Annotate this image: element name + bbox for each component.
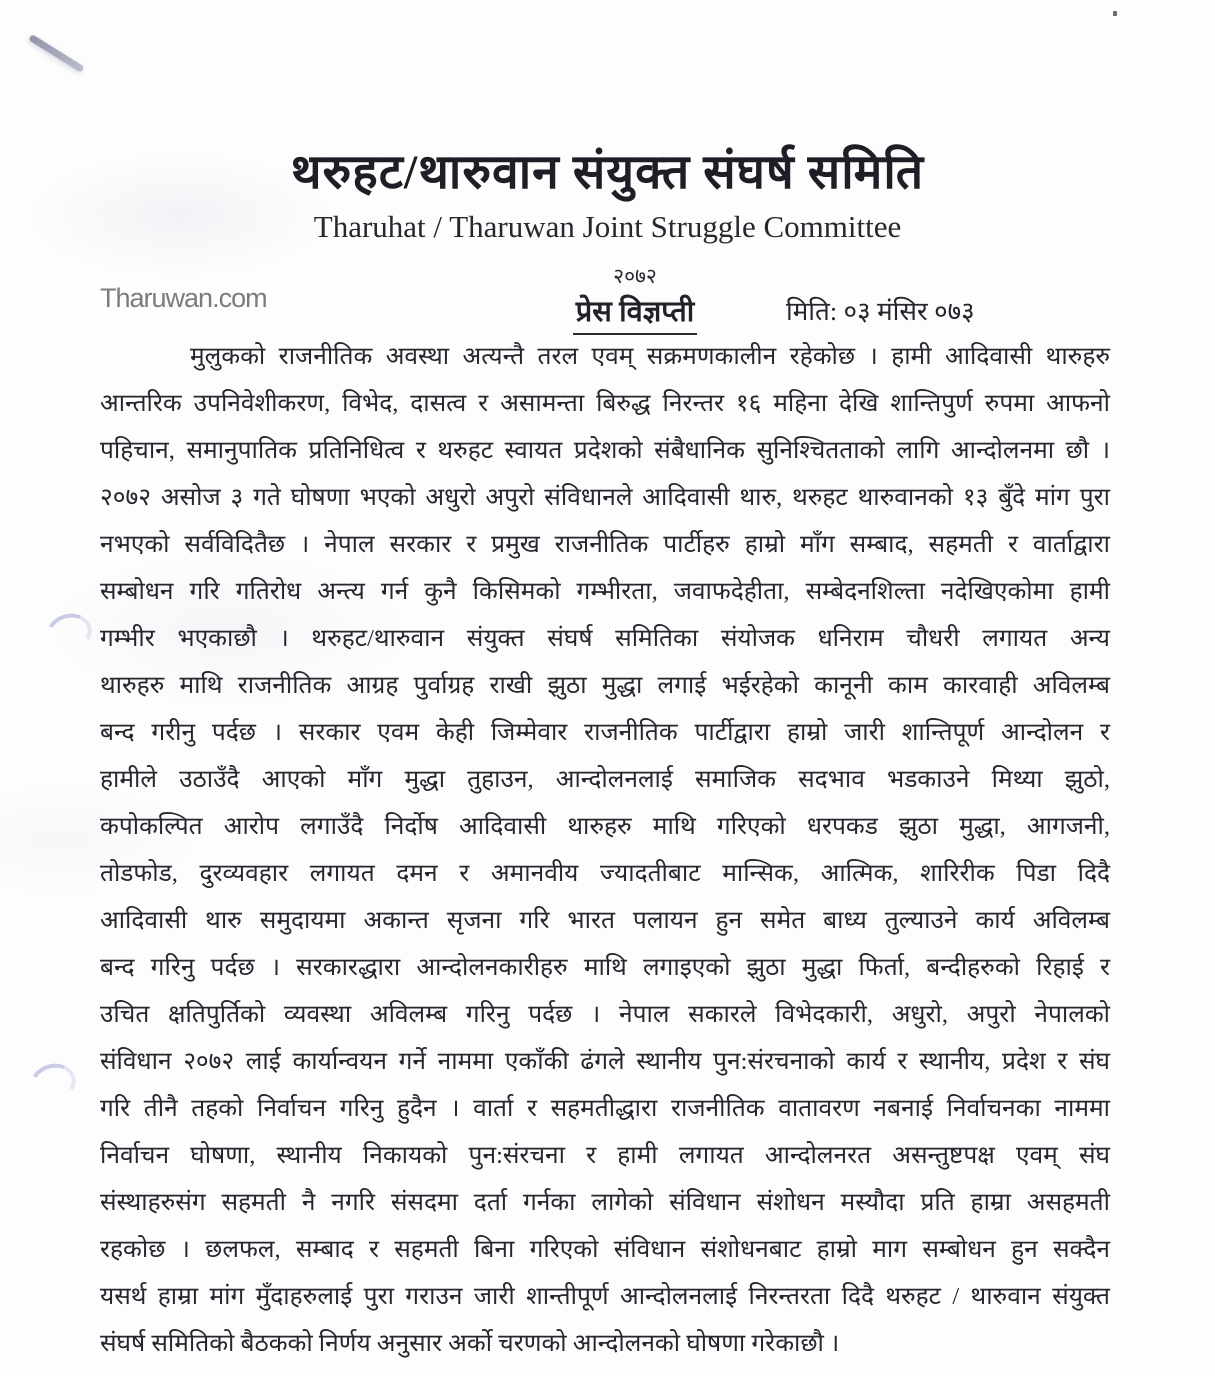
- body-line: आदिवासी थारु समुदायमा अकान्त सृजना गरि भारत पलायन हुन समेत बाध्य तुल्याउने कार्य अविलम्ब: [100, 907, 1110, 934]
- body-line: कपोकल्पित आरोप लगाउँदै निर्दोष आदिवासी थारुहरु माथि गरिएको धरपकड झुठा मुद्धा, आगजनी,: [100, 813, 1110, 840]
- body-line: पहिचान, समानुपातिक प्रतिनिधित्व र थरुहट स्वायत प्रदेशको संबैधानिक सुनिश्चितताको लागि आन्दोलनमा छौ ।: [100, 437, 1110, 464]
- body-line: आन्तरिक उपनिवेशीकरण, विभेद, दासत्व र असामन्ता बिरुद्ध निरन्तर १६ महिना देखि शान्तिपुर्ण रुपमा आफनो: [100, 390, 1110, 417]
- date-label: मिति: ०३ मंसिर ०७३: [786, 297, 975, 326]
- press-release-heading: प्रेस विज्ञप्ती: [573, 291, 698, 335]
- body-line: संविधान २०७२ लाई कार्यान्वयन गर्ने नाममा एकाँकी ढंगले स्थानीय पुन:संरचनाको कार्य र स्थानीय, प्रदेश र संघ: [100, 1048, 1110, 1075]
- letterhead: [0, 138, 1215, 245]
- body-line: २०७२ असोज ३ गते घोषणा भएको अधुरो अपुरो संविधानले आदिवासी थारु, थरुहट थारुवानको १३ बुँदे मांग पुरा: [100, 484, 1110, 511]
- body-line: रहकोछ । छलफल, सम्बाद र सहमती बिना गरिएको संविधान संशोधनबाट हाम्रो माग सम्बोधन हुन सक्दैन: [100, 1236, 1110, 1263]
- body-line: थारुहरु माथि राजनीतिक आग्रह पुर्वाग्रह राखी झुठा मुद्धा लगाई भईरहेको कानूनी काम कारवाही अविलम्ब: [100, 672, 1110, 699]
- watermark-text: Tharuwan.com: [100, 283, 267, 313]
- body-line: मुलुकको राजनीतिक अवस्था अत्यन्तै तरल एवम् सक्रमणकालीन रहेकोछ । हामी आदिवासी थारुहरु: [190, 343, 1110, 370]
- body-line: संस्थाहरुसंग सहमती नै नगरि संसदमा दर्ता गर्नका लागेको संविधान संशोधन मस्यौदा प्रति हाम्रा असहमती: [100, 1189, 1110, 1216]
- body-line: संघर्ष समितिको बैठकको निर्णय अनुसार अर्को चरणको आन्दोलनको घोषणा गरेकाछौ ।: [100, 1330, 840, 1357]
- body-line: निर्वाचन घोषणा, स्थानीय निकायको पुन:संरचना र हामी लगायत आन्दोलनरत असन्तुष्टपक्ष एवम् संघ: [100, 1142, 1110, 1169]
- committee-title-devanagari: थरुहट/थारुवान संयुक्त संघर्ष समिति: [290, 146, 925, 199]
- body-line: बन्द गरिनु पर्दछ । सरकारद्धारा आन्दोलनकारीहरु माथि लगाइएको झुठा मुद्धा फिर्ता, बन्दीहरुको रिहाई र: [100, 954, 1110, 981]
- body-line: बन्द गरीनु पर्दछ । सरकार एवम केही जिम्मेवार राजनीतिक पार्टीद्वारा हाम्रो जारी शान्तिपूर्ण आन्दोलन र: [100, 719, 1110, 746]
- body-line: तोडफोड, दुरव्यवहार लगायत दमन र अमानवीय ज्यादतीबाट मान्सिक, आत्मिक, शारिरीक पिडा दिदै: [100, 860, 1110, 887]
- committee-title-english: Tharuhat / Tharuwan Joint Struggle Committee: [313, 209, 902, 244]
- body-line: गरि तीनै तहको निर्वाचन गरिनु हुदैन । वार्ता र सहमतीद्धारा राजनीतिक वातावरण नबनाई निर्वाचनका नाममा: [100, 1095, 1110, 1122]
- body-line: सम्बोधन गरि गतिरोध अन्त्य गर्न कुनै किसिमको गम्भीरता, जवाफदेहीता, सम्बेदनशिल्ता नदेखिएकोमा हामी: [100, 578, 1110, 605]
- year-label: २०७२: [613, 264, 657, 288]
- body-line: यसर्थ हाम्रा मांग मुँदाहरुलाई पुरा गराउन जारी शान्तीपूर्ण आन्दोलनलाई निरन्तरता दिदै थरुहट / थारुवान संयुक्त: [100, 1283, 1110, 1310]
- body-line: गम्भीर भएकाछौ । थरुहट/थारुवान संयुक्त संघर्ष समितिका संयोजक धनिराम चौधरी लगायत अन्य: [100, 625, 1110, 652]
- body-line: हामीले उठाउँदै आएको माँग मुद्धा तुहाउन, आन्दोलनलाई समाजिक सदभाव भडकाउने मिथ्या झुठो,: [100, 766, 1110, 793]
- subheader-row: [0, 262, 1215, 332]
- body-line: नभएको सर्वविदितैछ । नेपाल सरकार र प्रमुख राजनीतिक पार्टीहरु हाम्रो माँग सम्बाद, सहमती र वार्ताद्वारा: [100, 531, 1110, 558]
- scan-artifact-punch-hole-top: [41, 608, 96, 658]
- press-release-block: [540, 262, 730, 335]
- scan-artifact-speck: [1113, 11, 1117, 16]
- body-line: उचित क्षतिपुर्तिको व्यवस्था अविलम्ब गरिनु पर्दछ । नेपाल सकारले विभेदकारी, अधुरो, अपुरो नेपालको: [100, 1001, 1110, 1028]
- scan-artifact-punch-hole-bottom: [25, 1058, 80, 1108]
- scan-artifact-pen-mark: [28, 34, 84, 73]
- press-release-body: [100, 333, 1110, 1367]
